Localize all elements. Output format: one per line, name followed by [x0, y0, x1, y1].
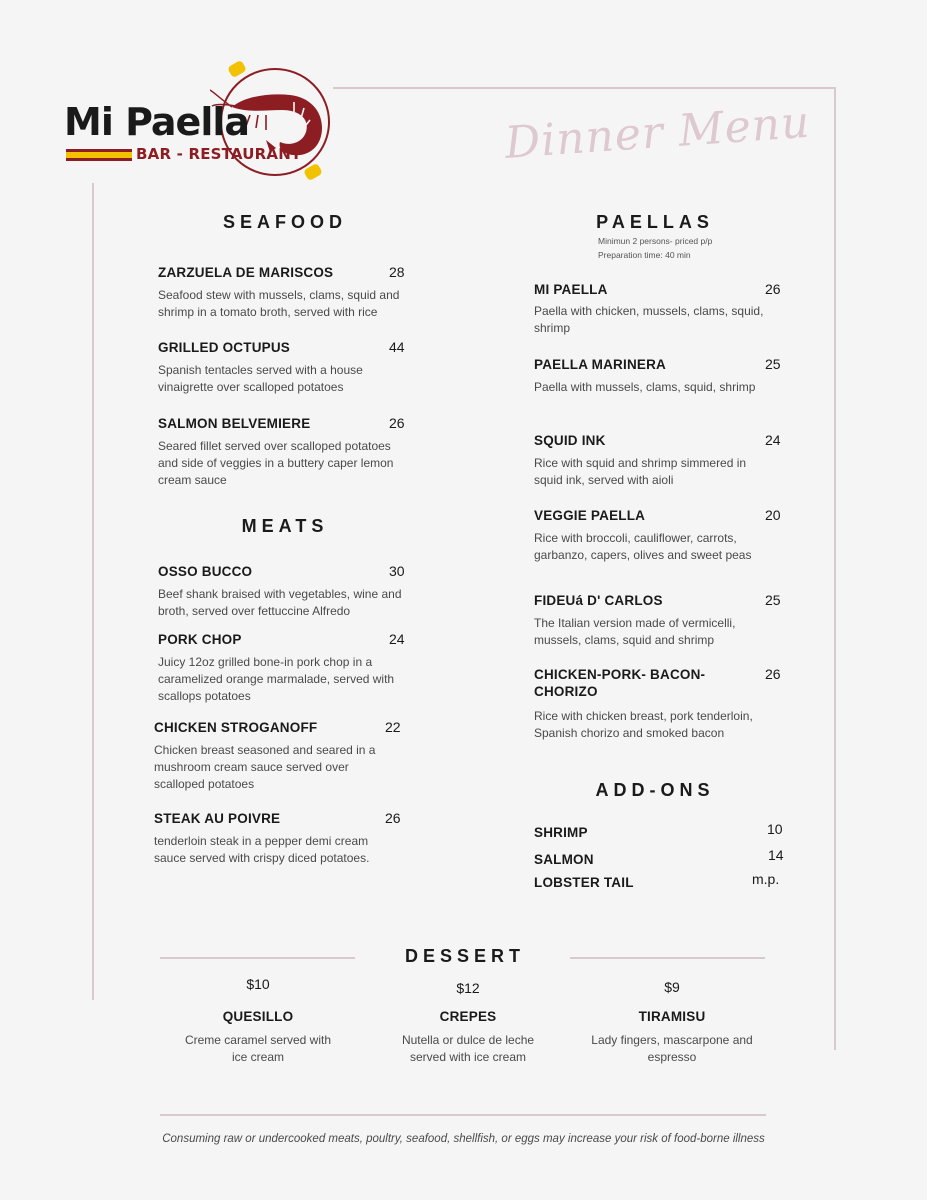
item-price: 20 [765, 507, 781, 523]
item-price: 14 [768, 847, 784, 863]
item-name: OSSO BUCCO [158, 564, 253, 579]
item-name: SALMON BELVEMIERE [158, 416, 311, 431]
item-name: SHRIMP [534, 825, 588, 840]
frame-line-right [834, 87, 836, 1050]
item-description: Paella with mussels, clams, squid, shrimp [534, 380, 756, 394]
item-name: CHICKEN STROGANOFF [154, 720, 318, 735]
item-name: PORK CHOP [158, 632, 242, 647]
item-name: STEAK AU POIVRE [154, 811, 281, 826]
item-price: $10 [246, 976, 270, 992]
item-price: 25 [765, 592, 781, 608]
item-description: Beef shank braised with vegetables, wine and broth, served over fettuccine Alfredo [158, 587, 402, 618]
item-description: Rice with squid and shrimp simmered in squid ink, served with aioli [534, 456, 747, 487]
item-name: SALMON [534, 852, 594, 867]
item-price: 26 [765, 281, 781, 297]
item-price: $9 [664, 979, 680, 995]
item-price: 30 [389, 563, 405, 579]
item-description: Seafood stew with mussels, clams, squid and shrimp in a tomato broth, served with rice [158, 288, 400, 319]
item-description: Creme caramel served with ice cream [184, 1033, 332, 1064]
item-description: Nutella or dulce de leche served with ice cream [401, 1033, 535, 1064]
item-price: 26 [389, 415, 405, 431]
item-price: m.p. [752, 871, 780, 887]
section-title-paellas: PAELLAS [596, 212, 714, 232]
item-description: Chicken breast seasoned and seared in a mushroom cream sauce served over scalloped potatoes [154, 743, 376, 791]
item-name: ZARZUELA DE MARISCOS [158, 265, 334, 280]
item-price: 10 [767, 821, 783, 837]
section-title-seafood: SEAFOOD [222, 212, 347, 232]
item-description: Rice with broccoli, cauliflower, carrots, garbanzo, capers, olives and sweet peas [534, 531, 752, 562]
item-description: Paella with chicken, mussels, clams, squid, shrimp [534, 304, 764, 335]
item-name: LOBSTER TAIL [534, 875, 634, 890]
frame-line-left [92, 183, 94, 1000]
item-description: Spanish tentacles served with a house vinaigrette over scalloped potatoes [158, 363, 363, 394]
item-name: TIRAMISU [638, 1009, 706, 1024]
item-name: CREPES [439, 1009, 497, 1024]
item-price: $12 [456, 980, 480, 996]
menu-title: Dinner Menu [503, 96, 812, 169]
item-price: 24 [389, 631, 405, 647]
item-price: 24 [765, 432, 781, 448]
item-name: GRILLED OCTUPUS [158, 340, 291, 355]
item-price: 28 [389, 264, 405, 280]
item-name: FIDEUá D' CARLOS [534, 593, 663, 608]
dessert-rule-left [160, 957, 355, 959]
section-title-addons: ADD-ONS [595, 780, 715, 800]
item-price: 25 [765, 356, 781, 372]
brand-name: Mi Paella [64, 100, 250, 144]
section-title-dessert: DESSERT [404, 946, 526, 966]
item-price: 26 [765, 666, 781, 682]
item-name: QUESILLO [222, 1009, 294, 1024]
item-description: tenderloin steak in a pepper demi cream sauce served with crispy diced potatoes. [154, 834, 370, 865]
frame-line-top [333, 87, 836, 89]
food-safety-disclaimer: Consuming raw or undercooked meats, poultry, seafood, shellfish, or eggs may increase your risk of food-borne illness [162, 1133, 765, 1145]
brand-subtitle: BAR - RESTAURANT [136, 145, 302, 163]
item-description: Rice with chicken breast, pork tenderloin, Spanish chorizo and smoked bacon [534, 709, 753, 740]
section-title-meats: MEATS [241, 516, 329, 536]
paellas-note-minimum: Minimun 2 persons- priced p/p [598, 236, 713, 246]
item-name: VEGGIE PAELLA [534, 508, 646, 523]
footer-rule [160, 1114, 766, 1116]
dessert-rule-right [570, 957, 765, 959]
item-price: 26 [385, 810, 401, 826]
item-description: Juicy 12oz grilled bone-in pork chop in a caramelized orange marmalade, served with scallops potatoes [158, 655, 395, 703]
item-description: The Italian version made of vermicelli, mussels, clams, squid and shrimp [534, 616, 736, 647]
paellas-note-preparation: Preparation time: 40 min [598, 250, 691, 260]
item-name: CHICKEN-PORK- BACON- CHORIZO [534, 667, 706, 699]
item-name: SQUID INK [534, 433, 606, 448]
item-name: MI PAELLA [534, 282, 608, 297]
item-description: Lady fingers, mascarpone and espresso [591, 1033, 753, 1064]
spanish-flag-stripes [66, 149, 132, 161]
item-price: 22 [385, 719, 401, 735]
item-price: 44 [389, 339, 405, 355]
item-name: PAELLA MARINERA [534, 357, 666, 372]
item-description: Seared fillet served over scalloped potatoes and side of veggies in a buttery caper lemon cream sauce [158, 439, 394, 487]
